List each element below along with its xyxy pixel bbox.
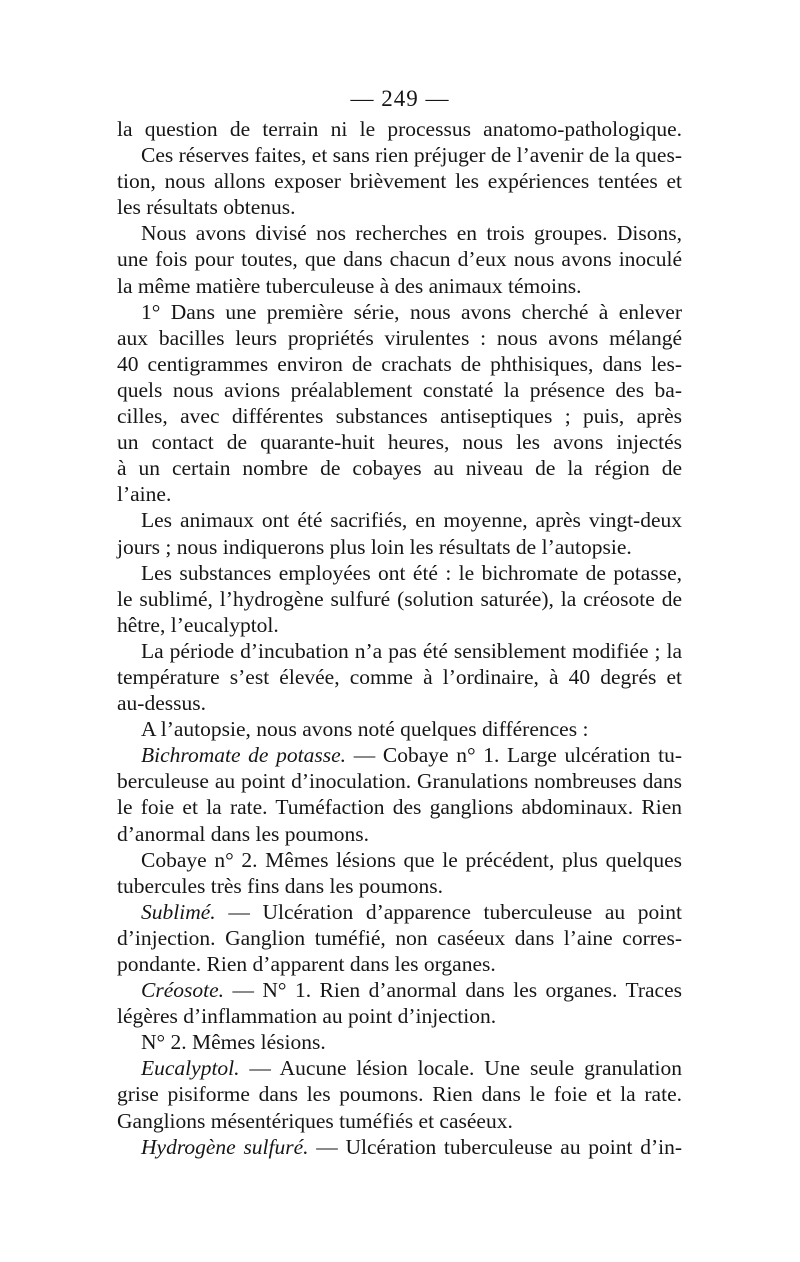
text-line [117,925,682,951]
text-line [117,168,682,194]
line-text: Nous avons divisé nos recherches en trois groupes. Disons, [141,221,682,246]
text-line [117,377,682,403]
line-text: jours ; nous indiquerons plus loin les résultats de l’autopsie. [117,534,632,559]
line-text: tubercules très fins dans les poumons. [117,873,444,898]
line-text: La période d’incubation n’a pas été sensiblement modifiée ; la [141,638,682,663]
line-text: Ces réserves faites, et sans rien préjuger de l’avenir de la ques- [141,143,682,168]
line-text: aux bacilles leurs propriétés virulentes : nous avons mélangé [117,325,682,350]
text-line [117,220,682,246]
text-line [117,1134,682,1160]
text-line [117,534,682,560]
text-line [117,612,682,638]
line-text: — Cobaye n° 1. Large ulcération tu- [346,743,682,768]
text-line [117,273,682,299]
line-text: au-dessus. [117,691,206,716]
line-text: pondante. Rien d’apparent dans les organes. [117,952,496,976]
text-line [117,664,682,690]
line-text: température s’est élevée, comme à l’ordinaire, à 40 degrés et [117,664,682,689]
line-text: hêtre, l’eucalyptol. [117,612,279,637]
text-line [117,325,682,351]
line-text: berculeuse au point d’inoculation. Granulations nombreuses dans [117,769,682,794]
text-line [117,1029,682,1055]
italic-heading: Sublimé. [141,899,216,924]
text-line [117,403,682,429]
line-text: à un certain nombre de cobayes au niveau de la région de [117,456,682,481]
text-line [117,873,682,899]
line-text: d’injection. Ganglion tuméfié, non caséeux dans l’aine corres- [117,925,682,950]
line-text: la question de terrain ni le processus anatomo-pathologique. [117,117,682,141]
line-text: grise pisiforme dans les poumons. Rien dans le foie et la rate. [117,1082,682,1107]
text-line [117,638,682,664]
text-line [117,768,682,794]
text-line [117,351,682,377]
line-text: une fois pour toutes, que dans chacun d’eux nous avons inoculé [117,247,682,272]
page-number: — 249 — [350,86,450,111]
line-text: légères d’inflammation au point d’injection. [117,1004,497,1029]
text-line [117,951,682,977]
line-text: — Aucune lésion locale. Une seule granulation [239,1056,682,1081]
line-text: Ganglions mésentériques tuméfiés et caséeux. [117,1108,513,1133]
text-line [117,821,682,847]
text-line [117,299,682,325]
line-text: Cobaye n° 2. Mêmes lésions que le précédent, plus quelques [141,847,682,872]
text-line [117,481,682,507]
line-text: l’aine. [117,482,172,507]
line-text: — Ulcération d’apparence tuberculeuse au point [215,899,682,924]
line-text: 40 centigrammes environ de crachats de phthisiques, dans les- [117,351,682,376]
text-line [117,742,682,768]
text-line [117,899,682,925]
line-text: cilles, avec différentes substances antiseptiques ; puis, après [117,404,682,429]
italic-heading: Bichromate de potasse. [141,743,347,768]
text-line [117,507,682,533]
text-line [117,1003,682,1029]
text-line [117,455,682,481]
text-line [117,142,682,168]
text-line [117,977,682,1003]
text-line [117,1108,682,1134]
line-text: N° 2. Mêmes lésions. [141,1030,326,1055]
text-line [117,794,682,820]
italic-heading: Eucalyptol. [141,1056,240,1081]
line-text: Les substances employées ont été : le bichromate de potasse, [141,560,682,585]
body-text [117,116,682,1160]
line-text: la même matière tuberculeuse à des animaux témoins. [117,273,582,298]
line-text: 1° Dans une première série, nous avons cherché à enlever [141,299,682,324]
italic-heading: Hydrogène sulfuré. [141,1134,309,1159]
line-text: un contact de quarante-huit heures, nous les avons injectés [117,430,682,455]
italic-heading: Créosote. [141,978,225,1003]
text-line [117,116,682,142]
line-text: A l’autopsie, nous avons noté quelques différences : [141,717,589,742]
line-text: Les animaux ont été sacrifiés, en moyenne, après vingt-deux [141,508,682,533]
text-line [117,429,682,455]
text-line [117,246,682,272]
text-line [117,690,682,716]
line-text: d’anormal dans les poumons. [117,821,369,846]
line-text: le foie et la rate. Tuméfaction des ganglions abdominaux. Rien [117,795,682,820]
text-line [117,560,682,586]
text-line [117,1055,682,1081]
text-line [117,1081,682,1107]
line-text: le sublimé, l’hydrogène sulfuré (solution saturée), la créosote de [117,586,682,611]
text-line [117,847,682,873]
line-text: quels nous avions préalablement constaté la présence des ba- [117,377,682,402]
line-text: tion, nous allons exposer brièvement les expériences tentées et [117,169,682,194]
text-line [117,586,682,612]
line-text: les résultats obtenus. [117,195,296,220]
line-text: — N° 1. Rien d’anormal dans les organes. Traces [224,978,682,1003]
text-line [117,716,682,742]
line-text: — Ulcération tuberculeuse au point d’in- [308,1134,682,1159]
text-line [117,194,682,220]
